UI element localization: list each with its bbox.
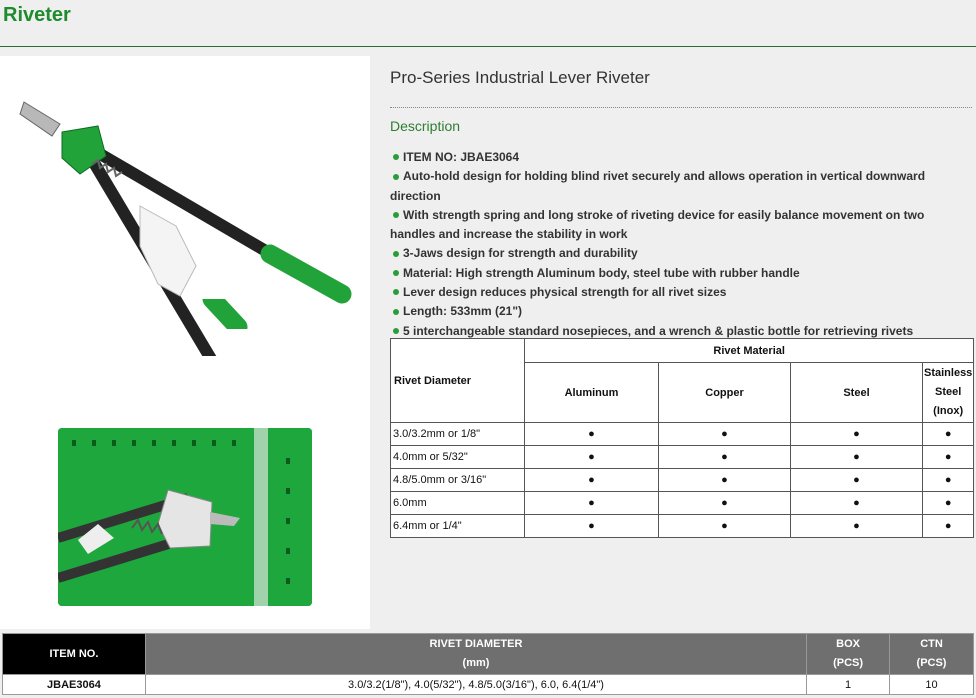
- feature-item: Length: 533mm (21"): [390, 302, 970, 321]
- compatibility-mark: ●: [659, 469, 791, 492]
- column-header: Stainless Steel (Inox): [923, 363, 974, 423]
- bullet-icon: [393, 174, 399, 180]
- table-row: [391, 446, 974, 469]
- compatibility-mark: ●: [791, 469, 923, 492]
- compatibility-mark: ●: [525, 446, 659, 469]
- bullet-icon: [393, 270, 399, 276]
- compatibility-mark: ●: [659, 423, 791, 446]
- product-image-panel: [0, 56, 370, 629]
- feature-item: Lever design reduces physical strength for all rivet sizes: [390, 283, 970, 302]
- upper-grip: [270, 254, 342, 294]
- compatibility-mark: ●: [525, 515, 659, 538]
- rivet-diameter-header: Rivet Diameter: [391, 339, 525, 423]
- ctn-header: CTN (PCS): [890, 634, 974, 675]
- riveter-closeup-photo: [58, 428, 312, 606]
- diameter-cell: 3.0/3.2mm or 1/8": [391, 423, 525, 446]
- compatibility-mark: ●: [659, 492, 791, 515]
- page-title: Riveter: [3, 4, 71, 26]
- box-header: BOX (PCS): [807, 634, 890, 675]
- rivet-material-table: [390, 338, 974, 538]
- spec-table: [2, 633, 974, 695]
- compatibility-mark: ●: [525, 492, 659, 515]
- compatibility-mark: ●: [525, 423, 659, 446]
- compatibility-mark: ●: [923, 515, 974, 538]
- feature-item: With strength spring and long stroke of riveting device for easily balance movement on two handles and increase the stability in work: [390, 207, 925, 242]
- item-no-header: ITEM NO.: [3, 634, 146, 675]
- diameter-cell: 4.8/5.0mm or 3/16": [391, 469, 525, 492]
- table-row: [391, 492, 974, 515]
- feature-item: 5 interchangeable standard nosepieces, and a wrench & plastic bottle for retrieving rivets: [390, 322, 970, 341]
- material-table-body: [391, 423, 974, 538]
- title-divider: [0, 46, 976, 47]
- compatibility-mark: ●: [659, 446, 791, 469]
- column-header: Copper: [659, 363, 791, 423]
- feature-item: ITEM NO: JBAE3064: [390, 148, 970, 167]
- compatibility-mark: ●: [923, 469, 974, 492]
- table-row: [391, 469, 974, 492]
- compatibility-mark: ●: [659, 515, 791, 538]
- bullet-icon: [393, 212, 399, 218]
- table-row: [3, 675, 974, 695]
- diameter-cell: 6.0mm: [391, 492, 525, 515]
- column-header: Steel: [791, 363, 923, 423]
- feature-item: Material: High strength Aluminum body, steel tube with rubber handle: [390, 264, 970, 283]
- compatibility-mark: ●: [791, 423, 923, 446]
- section-divider: [390, 107, 972, 108]
- bullet-icon: [393, 328, 399, 334]
- feature-list: [390, 148, 970, 341]
- compatibility-mark: ●: [791, 515, 923, 538]
- description-heading: Description: [390, 118, 461, 134]
- bullet-icon: [393, 154, 399, 160]
- feature-item: Auto-hold design for holding blind rivet securely and allows operation in vertical downward direction: [390, 169, 926, 203]
- rivet-material-header: Rivet Material: [525, 339, 974, 363]
- compatibility-mark: ●: [791, 446, 923, 469]
- compatibility-mark: ●: [923, 446, 974, 469]
- feature-item: 3-Jaws design for strength and durability: [390, 244, 970, 263]
- diameter-cell: 6.4mm or 1/4": [391, 515, 525, 538]
- bullet-icon: [393, 251, 399, 257]
- rivet-diameter-cell: 3.0/3.2(1/8"), 4.0(5/32"), 4.8/5.0(3/16"), 6.0, 6.4(1/4"): [145, 675, 806, 695]
- lower-grip-image: [0, 299, 370, 329]
- table-row: [391, 515, 974, 538]
- riveter-nose: [20, 102, 60, 136]
- diameter-cell: 4.0mm or 5/32": [391, 446, 525, 469]
- column-header: Aluminum: [525, 363, 659, 423]
- compatibility-mark: ●: [791, 492, 923, 515]
- ctn-cell: 10: [890, 675, 974, 695]
- compatibility-mark: ●: [525, 469, 659, 492]
- table-row: [391, 423, 974, 446]
- plastic-bottle: [140, 206, 196, 296]
- rivet-diameter-col-header: RIVET DIAMETER (mm): [145, 634, 806, 675]
- bullet-icon: [393, 289, 399, 295]
- compatibility-mark: ●: [923, 423, 974, 446]
- compatibility-mark: ●: [923, 492, 974, 515]
- box-cell: 1: [807, 675, 890, 695]
- bullet-icon: [393, 309, 399, 315]
- product-name: Pro-Series Industrial Lever Riveter: [390, 68, 650, 87]
- item-no-cell: JBAE3064: [3, 675, 146, 695]
